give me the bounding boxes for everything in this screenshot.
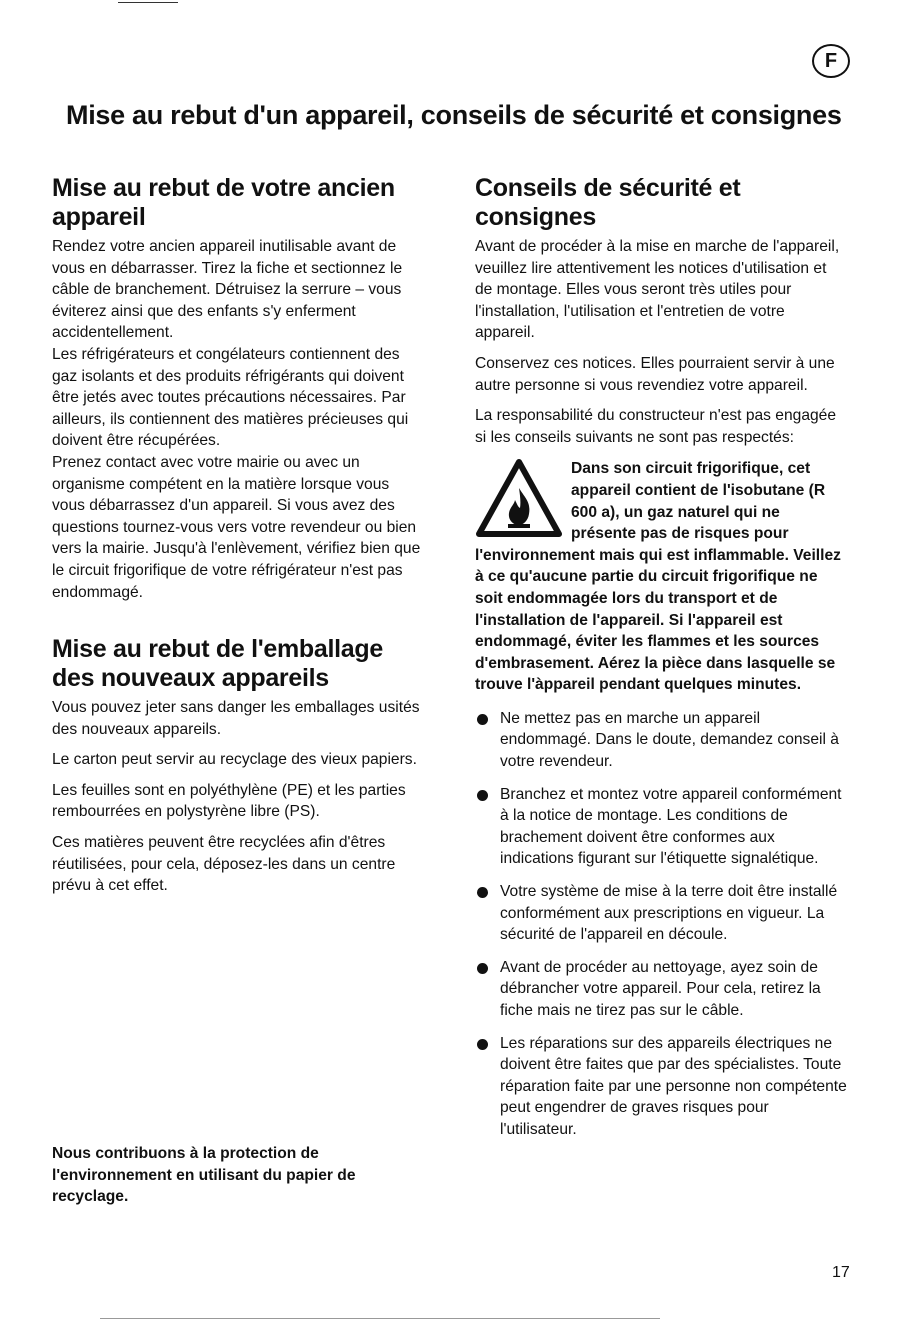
- language-badge: F: [812, 44, 850, 78]
- right-column: [475, 174, 847, 1152]
- paragraph: Avant de procéder à la mise en marche de l'appareil, veuillez lire attentivement les notices d'utilisation et de montage. Elles vous seront très utiles pour l'installation, l'utilisation et l'entretien de votre appareil.: [475, 238, 840, 342]
- section-heading-safety: Conseils de sécurité et consignes: [475, 174, 741, 231]
- paragraph: Ces matières peuvent être recyclées afin d'êtres réutilisées, pour cela, déposez-les dans un centre prévu à cet effet.: [52, 834, 396, 895]
- section-heading-packaging: Mise au rebut de l'emballage des nouveaux appareils: [52, 635, 383, 693]
- paragraph: Les feuilles sont en polyéthylène (PE) et les parties rembourrées en polystyrène libre (PS).: [52, 781, 406, 821]
- safety-list: [475, 708, 847, 1141]
- list-item: Ne mettez pas en marche un appareil endommagé. Dans le doute, demandez conseil à votre revendeur.: [475, 708, 847, 773]
- recycling-note: Nous contribuons à la protection de l'environnement en utilisant du papier de recyclage.: [52, 1145, 356, 1206]
- flammable-warning-icon: [475, 458, 563, 538]
- bottom-rule: [100, 1318, 660, 1319]
- bullet-icon: [477, 790, 488, 801]
- list-item: Avant de procéder au nettoyage, ayez soin de débrancher votre appareil. Pour cela, retirez la fiche mais ne tirez pas sur le câble.: [475, 957, 847, 1022]
- paragraph: Le carton peut servir au recyclage des vieux papiers.: [52, 751, 417, 769]
- warning-text: Dans son circuit frigorifique, cet appareil contient de l'isobutane (R 600 a), un gaz naturel qui ne présente pas de risques pour l'environnement mais qui est inflammable. Veillez à ce qu'aucune partie du circuit frigorifique ne soit endommagée lors du transport et de l'installation de l'appareil. Si l'appareil est endommagé, éviter les flammes et les sources d'embrasement. Aérez la pièce dans lasquelle se trouve l'àppareil pendant quelques minutes.: [475, 460, 841, 694]
- bullet-icon: [477, 1039, 488, 1050]
- bullet-icon: [477, 963, 488, 974]
- left-column: [52, 174, 424, 906]
- top-rule: [118, 2, 178, 3]
- list-item: Les réparations sur des appareils électriques ne doivent être faites que par des spécialistes. Toute réparation faite par une personne non compétente peut engendrer de graves risques pour l'utilisateur.: [475, 1033, 847, 1141]
- bullet-icon: [477, 887, 488, 898]
- paragraph: Les réfrigérateurs et congélateurs contiennent des gaz isolants et des produits réfrigérants qui doivent être jetés avec toutes précautions nécessaires. Par ailleurs, ils contiennent des matières précieuses qui doivent être récupérées.: [52, 345, 409, 450]
- paragraph: La responsabilité du constructeur n'est pas engagée si les conseils suivants ne sont pas respectés:: [475, 407, 837, 446]
- page-title: Mise au rebut d'un appareil, conseils de sécurité et consignes: [66, 100, 842, 130]
- section-heading-disposal: Mise au rebut de votre ancien appareil: [52, 174, 395, 231]
- bullet-icon: [477, 714, 488, 725]
- paragraph: Vous pouvez jeter sans danger les emballages usités des nouveaux appareils.: [52, 699, 420, 738]
- paragraph: Rendez votre ancien appareil inutilisable avant de vous en débarrasser. Tirez la fiche et sectionnez le câble de branchement. Détruisez la serrure – vous éviterez ainsi que des enfants s'y enferment accidentellement.: [52, 238, 403, 342]
- list-item: Votre système de mise à la terre doit être installé conformément aux prescriptions en vigueur. La sécurité de l'appareil en découle.: [475, 881, 847, 946]
- page-number: 17: [832, 1264, 850, 1281]
- list-item: Branchez et montez votre appareil conformément à la notice de montage. Les conditions de brachement doivent être conformes aux indications figurant sur l'étiquette signalétique.: [475, 784, 847, 870]
- flammable-warning: [475, 458, 847, 696]
- paragraph: Conservez ces notices. Elles pourraient servir à une autre personne si vous revendiez votre appareil.: [475, 354, 835, 394]
- paragraph: Prenez contact avec votre mairie ou avec un organisme compétent en la matière lorsque vous vous débarrassez d'un appareil. Si vous avez des questions tournez-vous vers votre revendeur ou bien vers la mairie. Jusqu'à l'enlèvement, vérifiez bien que le circuit frigorifique de votre réfrigérateur n'est pas endommagé.: [52, 453, 421, 601]
